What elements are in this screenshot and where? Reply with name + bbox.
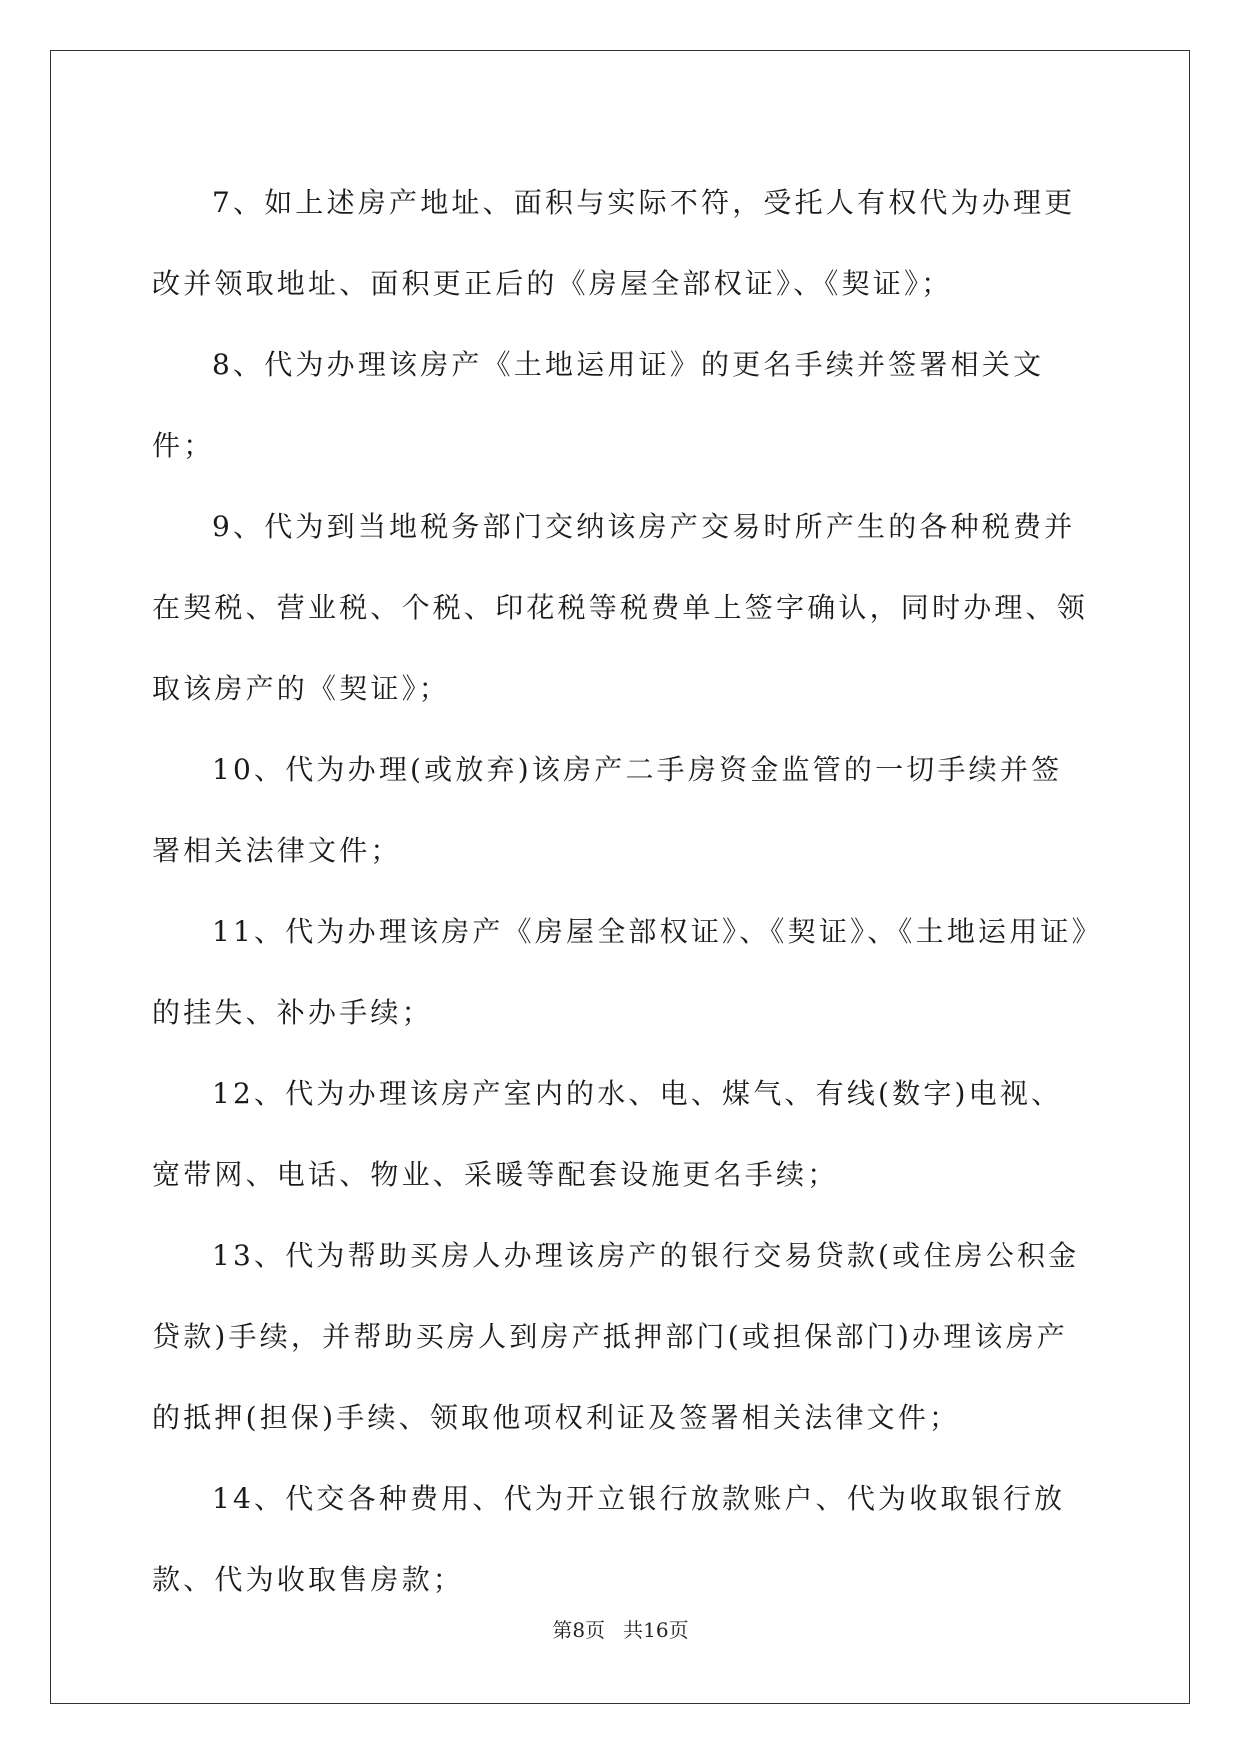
page-total: 共16页	[623, 1618, 689, 1642]
paragraph-item-7: 7、如上述房产地址、面积与实际不符，受托人有权代为办理更改并领取地址、面积更正后的《房屋全部权证》、《契证》；	[152, 186, 1076, 300]
page-footer	[0, 1614, 1241, 1643]
paragraph-item-13: 13、代为帮助买房人办理该房产的银行交易贷款(或住房公积金贷款)手续，并帮助买房人到房产抵押部门(或担保部门)办理该房产的抵押(担保)手续、领取他项权利证及签署相关法律文件；	[152, 1239, 1080, 1434]
paragraph-item-11: 11、代为办理该房产《房屋全部权证》、《契证》、《土地运用证》的挂失、补办手续；	[152, 915, 1089, 1029]
paragraph-item-10: 10、代为办理(或放弃)该房产二手房资金监管的一切手续并签署相关法律文件；	[152, 753, 1063, 867]
paragraph-item-8: 8、代为办理该房产《土地运用证》的更名手续并签署相关文件；	[152, 348, 1045, 462]
paragraph-item-9: 9、代为到当地税务部门交纳该房产交易时所产生的各种税费并在契税、营业税、个税、印花税等税费单上签字确认，同时办理、领取该房产的《契证》；	[152, 510, 1089, 705]
document-body	[152, 162, 1092, 1620]
paragraph-item-14: 14、代交各种费用、代为开立银行放款账户、代为收取银行放款、代为收取售房款；	[152, 1482, 1066, 1596]
page-number: 第8页	[552, 1618, 606, 1642]
paragraph-item-12: 12、代为办理该房产室内的水、电、煤气、有线(数字)电视、宽带网、电话、物业、采暖等配套设施更名手续；	[152, 1077, 1063, 1191]
